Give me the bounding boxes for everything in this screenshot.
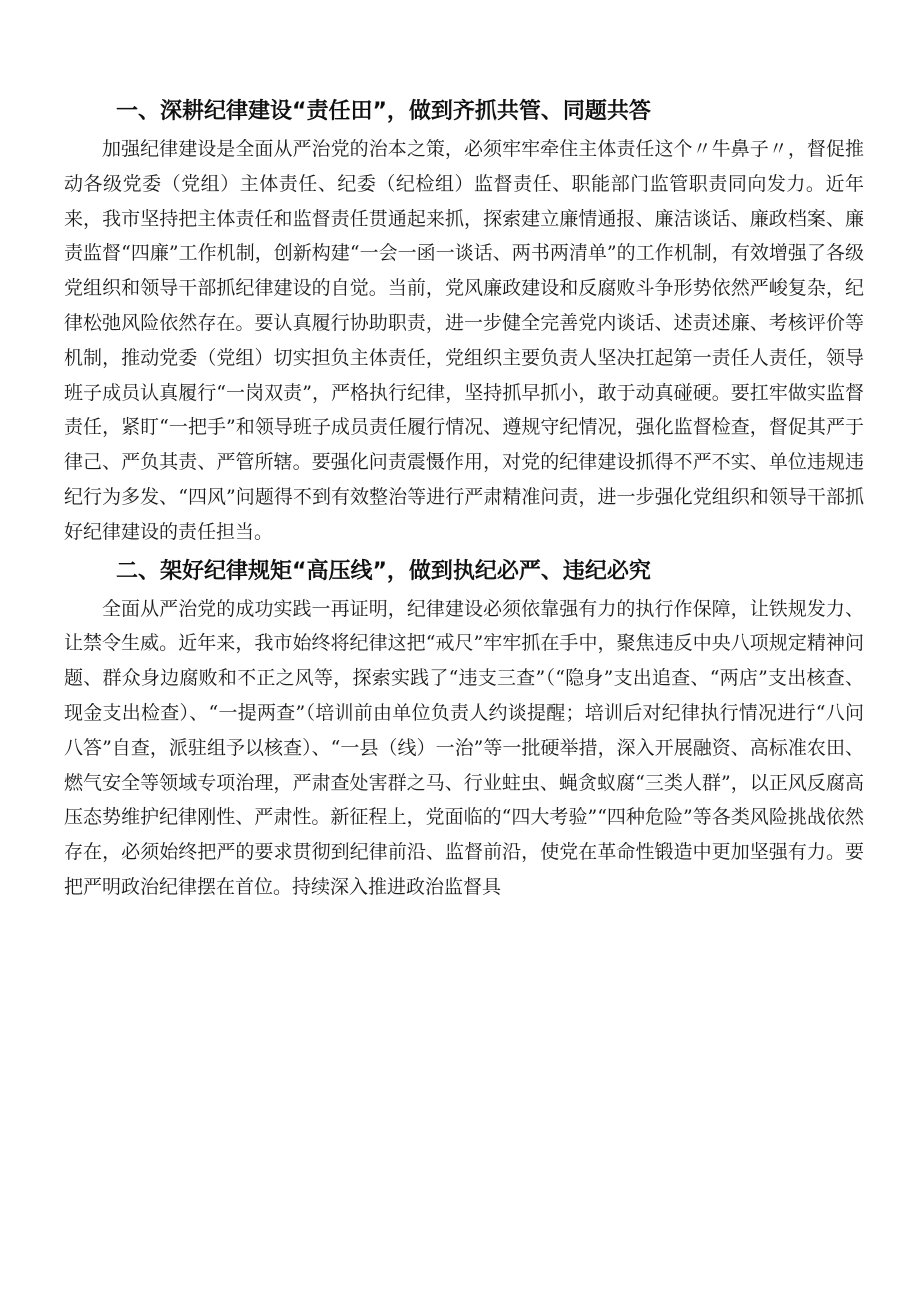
- section-1-paragraph: 加强纪律建设是全面从严治党的治本之策，必须牢牢牵住主体责任这个〃牛鼻子〃，督促推动各级党委（党组）主体责任、纪委（纪检组）监督责任、职能部门监管职责同向发力。近年来，我市坚持把主体责任和监督责任贯通起来抓，探索建立廉情通报、廉洁谈话、廉政档案、廉责监督“四廉”工作机制，创新构建“一会一函一谈话、两书两清单”的工作机制，有效增强了各级党组织和领导干部抓纪律建设的自觉。当前，党风廉政建设和反腐败斗争形势依然严峻复杂，纪律松弛风险依然存在。要认真履行协助职责，进一步健全完善党内谈话、述责述廉、考核评价等机制，推动党委（党组）切实担负主体责任，党组织主要负责人坚决扛起第一责任人责任，领导班子成员认真履行“一岗双责”，严格执行纪律，坚持抓早抓小，敢于动真碰硬。要扛牢做实监督责任，紧盯“一把手”和领导班子成员责任履行情况、遵规守纪情况，强化监督检查，督促其严于律己、严负其责、严管所辖。要强化问责震慑作用，对党的纪律建设抓得不严不实、单位违规违纪行为多发、“四风”问题得不到有效整治等进行严肃精准问责，进一步强化党组织和领导干部抓好纪律建设的责任担当。: [64, 138, 864, 543]
- section-1-heading: 一、深耕纪律建设“责任田”，做到齐抓共管、同题共答: [116, 99, 651, 124]
- section-2-heading: 二、架好纪律规矩“高压线”，做到执纪必严、违纪必究: [116, 558, 651, 584]
- section-2-paragraph: 全面从严治党的成功实践一再证明，纪律建设必须依靠强有力的执行作保障，让铁规发力、让禁令生威。近年来，我市始终将纪律这把“戒尺”牢牢抓在手中，聚焦违反中央八项规定精神问题、群众身边腐败和不正之风等，探索实践了“违支三查”（“隐身”支出追查、“两店”支出核查、现金支出检查）、“一提两查”（培训前由单位负责人约谈提醒；培训后对纪律执行情况进行“八问八答”自查，派驻组予以核查）、“一县（线）一治”等一批硬举措，深入开展融资、高标准农田、燃气安全等领域专项治理，严肃查处害群之马、行业蛀虫、蝇贪蚁腐“三类人群”，以正风反腐高压态势维护纪律刚性、严肃性。新征程上，党面临的“四大考验”“四种危险”等各类风险挑战依然存在，必须始终把严的要求贯彻到纪律前沿、监督前沿，使党在革命性锻造中更加坚强有力。要把严明政治纪律摆在首位。持续深入推进政治监督具: [64, 597, 864, 898]
- document-body: [64, 92, 864, 907]
